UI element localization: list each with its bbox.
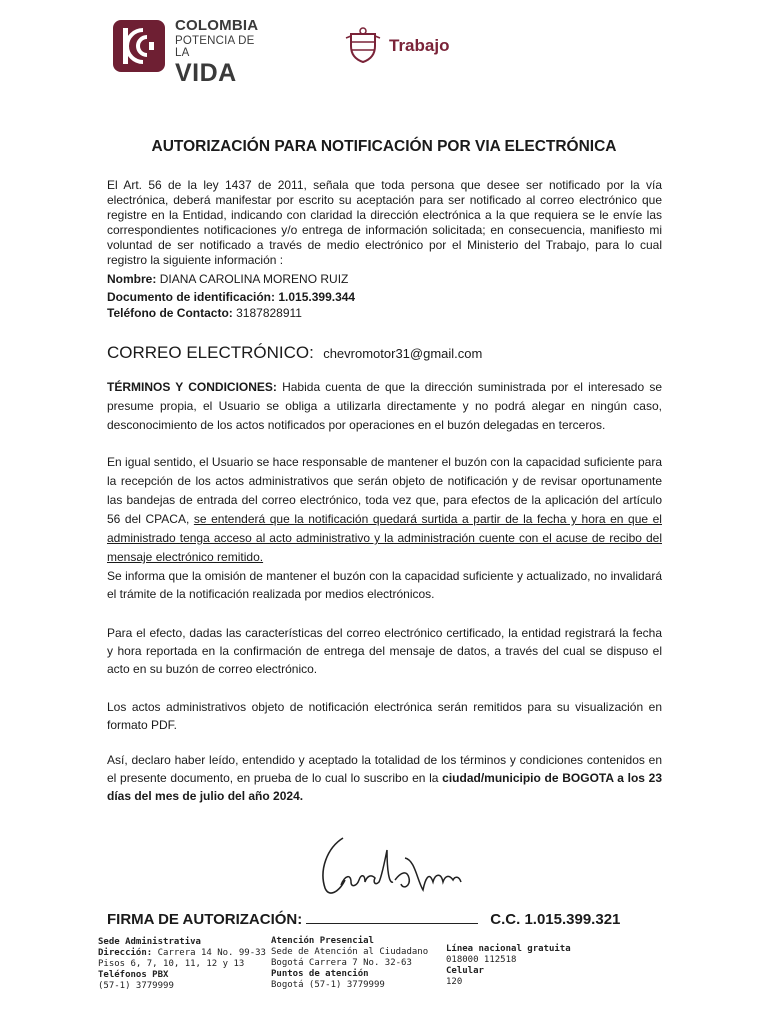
colombia-logo-mark — [113, 20, 165, 72]
atencion-line3: Bogotá (57-1) 3779999 — [271, 980, 385, 990]
formato-paragraph: Los actos administrativos objeto de notificación electrónica serán remitidos para su visualización en formato PDF. — [107, 700, 662, 732]
firma-row — [107, 909, 620, 928]
coat-of-arms-icon — [345, 26, 381, 64]
declaracion-paragraph — [107, 751, 662, 805]
sede-pisos: Pisos 6, 7, 10, 11, 12 y 13 — [98, 959, 245, 969]
efecto-paragraph: Para el efecto, dadas las características del correo electrónico certificado, la entidad registrará la fecha y hora reportada en la confirmación de entrega del mensaje de datos, a través del cual se dispuso el acto en su buzón de correo electrónico. — [107, 626, 662, 676]
sede-dir-value: Carrera 14 No. 99-33 — [157, 948, 266, 958]
atencion-line2: Bogotá Carrera 7 No. 32-63 — [271, 958, 412, 968]
documento-value: 1.015.399.344 — [278, 290, 356, 304]
telefono-label: Teléfono de Contacto: — [107, 306, 233, 320]
nombre-field — [107, 272, 348, 287]
colombia-logo — [113, 17, 263, 87]
logo-line-2: POTENCIA DE LA — [175, 35, 255, 59]
nombre-value: DIANA CAROLINA MORENO RUIZ — [159, 272, 349, 286]
telefono-value: 3187828911 — [236, 306, 302, 320]
correo-value: chevromotor31@gmail.com — [323, 346, 483, 361]
footer-atencion — [271, 936, 428, 991]
documento-field — [107, 290, 355, 305]
trabajo-logo — [345, 26, 465, 66]
sede-tel-label: Teléfonos PBX — [98, 970, 169, 980]
celular-number: 120 — [446, 977, 463, 987]
terminos-text: Habida cuenta de que la dirección suministrada por el interesado se presume propia, el Usuario se obliga a utilizarla directamente y no podrá alegar en ningún caso, desconocimiento de los actos notificados por operaciones en el buzón delegadas en terceros. — [107, 380, 662, 432]
nombre-label: Nombre: — [107, 272, 157, 286]
sede-tel-value: (57-1) 3779999 — [98, 981, 174, 991]
firma-colon: : — [297, 911, 303, 928]
handwritten-signature — [305, 830, 475, 910]
omision-paragraph: Se informa que la omisión de mantener el buzón con la capacidad suficiente y actualizado, no invalidará el trámite de la notificación realizada por medios electrónicos. — [107, 569, 662, 601]
responsabilidad-underlined: se entenderá que la notificación quedará surtida a partir de la fecha y hora en que el administrado tenga acceso al acto administrativo y la administración cuente con el acuse de recibo del mensaje electrónico remitido. — [107, 512, 662, 564]
responsabilidad-text: En igual sentido, el Usuario se hace responsable de mantener el buzón con la capacidad suficiente para la recepción de los actos administrativos que serán objeto de notificación y de revisar oportunamente las bandejas de entrada del correo electrónico, toda vez que, para efectos de la aplicación del artículo 56 del CPACA, — [107, 455, 662, 526]
telefono-field — [107, 306, 302, 321]
declaracion-text: Así, declaro haber leído, entendido y aceptado la totalidad de los términos y condiciones contenidos en el presente documento, en prueba de lo cual lo suscribo en la — [107, 753, 662, 785]
ministry-name: Trabajo — [389, 36, 450, 55]
sede-title: Sede Administrativa — [98, 937, 201, 947]
correo-label: CORREO ELECTRÓNICO: — [107, 343, 314, 362]
document-title: AUTORIZACIÓN PARA NOTIFICACIÓN POR VIA ELECTRÓNICA — [151, 138, 617, 155]
linea-number: 018000 112518 — [446, 955, 517, 965]
declaracion-bold: ciudad/municipio de BOGOTA a los 23 días del mes de julio del año 2024. — [107, 771, 662, 803]
celular-label: Celular — [446, 966, 484, 976]
sede-dir-label: Dirección: — [98, 948, 153, 958]
documento-label: Documento de identificación: — [107, 290, 276, 304]
footer-sede — [98, 937, 266, 992]
atencion-line1: Sede de Atención al Ciudadano — [271, 947, 429, 957]
cedula-value: C.C. 1.015.399.321 — [490, 911, 621, 928]
logo-line-1: COLOMBIA — [175, 17, 259, 34]
linea-title: Línea nacional gratuita — [446, 944, 571, 954]
responsabilidad-paragraph — [107, 453, 662, 567]
terminos-paragraph — [107, 378, 662, 435]
terminos-label: TÉRMINOS Y CONDICIONES: — [107, 380, 277, 394]
signature-line — [306, 909, 478, 924]
firma-label: FIRMA DE AUTORIZACIÓN — [107, 911, 298, 928]
correo-field — [107, 343, 482, 363]
logo-line-3: VIDA — [175, 59, 237, 87]
intro-paragraph: El Art. 56 de la ley 1437 de 2011, señala que toda persona que desee ser notificado por la vía electrónica, deberá manifestar por escrito su aceptación para ser notificado al correo electrónico que registre en la Entidad, indicando con claridad la dirección electrónica a la que requiera se le envíe las correspondientes notificaciones y/o entrega de información solicitada; en consecuencia, manifiesto mi voluntad de ser notificado a través de medio electrónico por el Ministerio del Trabajo, para lo cual registro la siguiente información : — [107, 178, 662, 267]
footer-linea — [446, 944, 571, 988]
atencion-title: Atención Presencial — [271, 936, 374, 946]
atencion-puntos: Puntos de atención — [271, 969, 369, 979]
